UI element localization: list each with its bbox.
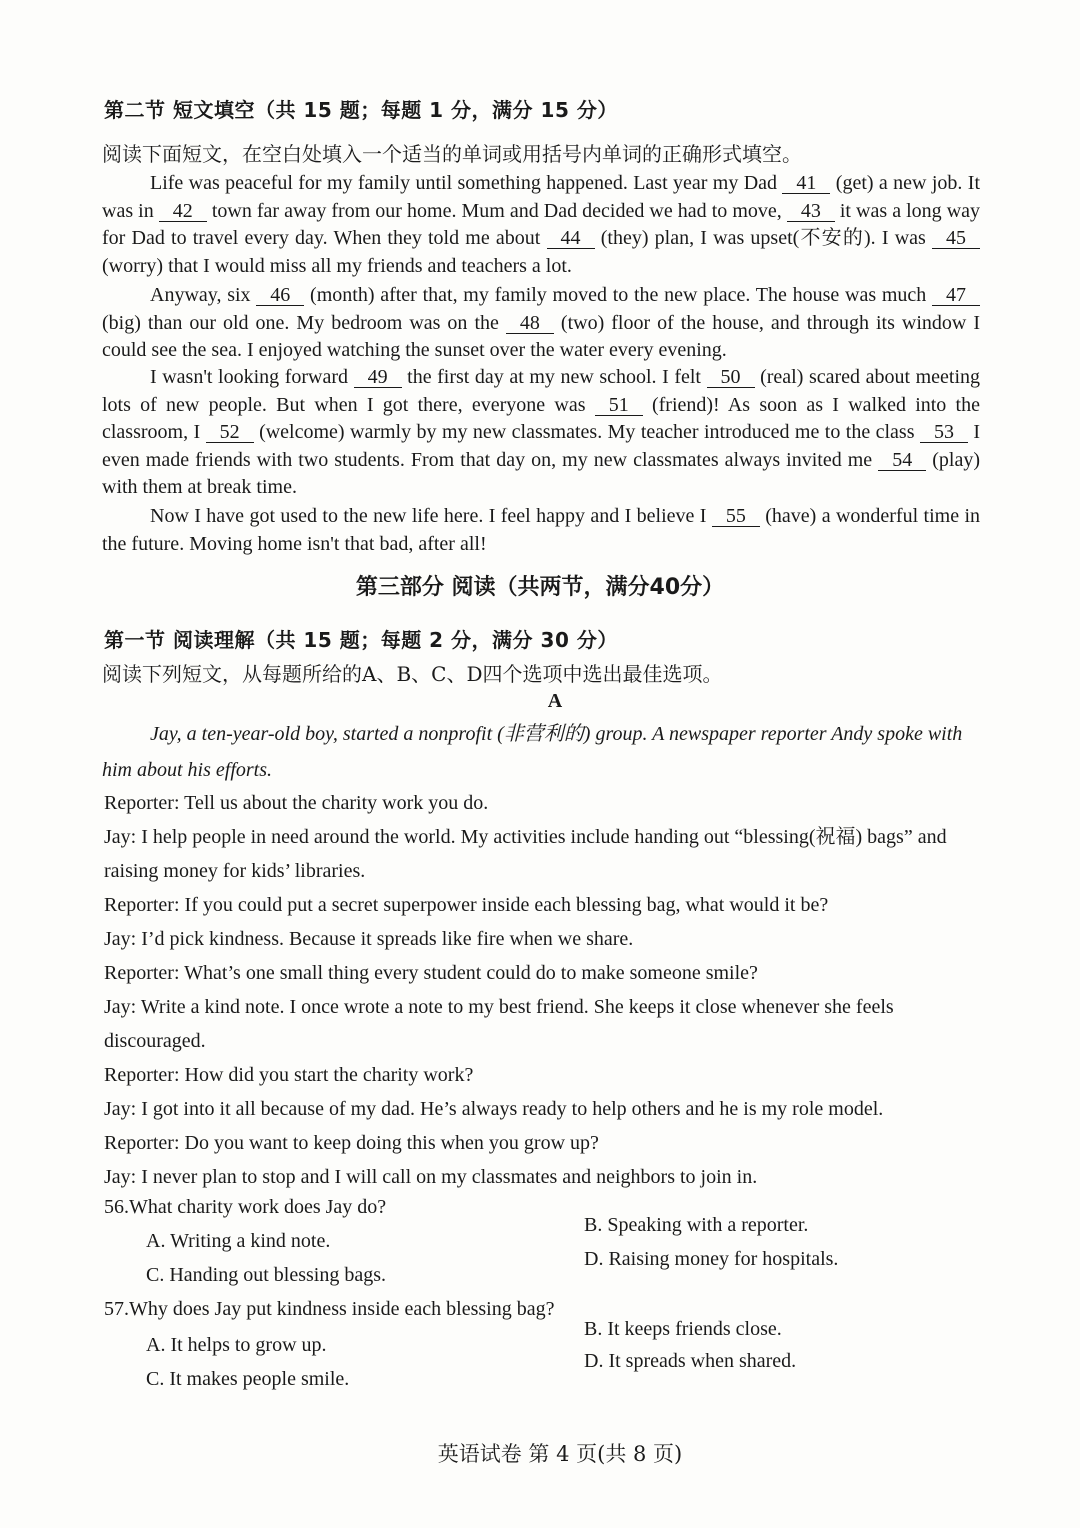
passage-text: Now I have got used to the new life here. I feel happy and I believe I [150, 505, 707, 527]
question-57-option-b[interactable]: B. It keeps friends close. [584, 1318, 782, 1340]
page-footer: 英语试卷 第 4 页(共 8 页) [437, 1442, 683, 1466]
passage-paragraph-1 [102, 170, 980, 280]
blank-47[interactable]: 47 [932, 285, 980, 306]
blank-48[interactable]: 48 [506, 313, 554, 334]
section2-heading: 第二节 短文填空（共 15 题；每题 1 分，满分 15 分） [104, 98, 618, 122]
blank-45[interactable]: 45 [932, 228, 980, 249]
question-56-option-c[interactable]: C. Handing out blessing bags. [146, 1264, 386, 1286]
passage-text: (friend)! As soon as I walked into the classroom, I [102, 393, 980, 444]
question-56-option-a[interactable]: A. Writing a kind note. [146, 1230, 331, 1252]
passage-text: town far away from our home. Mum and Dad decided we had to move, [211, 199, 782, 222]
passage-paragraph-4 [102, 503, 980, 558]
passage-text: (month) after that, my family moved to the new place. The house was much [310, 284, 927, 306]
blank-51[interactable]: 51 [595, 395, 643, 416]
question-57-stem: 57.Why does Jay put kindness inside each blessing bag? [104, 1298, 555, 1320]
passage-text: Life was peaceful for my family until something happened. Last year my Dad [150, 172, 778, 194]
dialog-line: Reporter: What’s one small thing every student could do to make someone smile? [104, 962, 758, 984]
part3-title: 第三部分 阅读（共两节，满分40分） [355, 575, 725, 600]
dialog-line: Reporter: If you could put a secret superpower inside each blessing bag, what would it be? [104, 894, 829, 916]
blank-44[interactable]: 44 [547, 228, 595, 249]
passage-text: (they) plan, I was upset(不安的). I was [600, 227, 926, 250]
dialog-line: Jay: I got into it all because of my dad. He’s always ready to help others and he is my role model. [104, 1098, 884, 1120]
blank-42[interactable]: 42 [159, 201, 207, 222]
blank-55[interactable]: 55 [712, 506, 760, 527]
question-57-option-d[interactable]: D. It spreads when shared. [584, 1350, 797, 1372]
blank-46[interactable]: 46 [256, 285, 304, 306]
section2-instruction: 阅读下面短文，在空白处填入一个适当的单词或用括号内单词的正确形式填空。 [102, 142, 802, 166]
blank-53[interactable]: 53 [920, 422, 968, 443]
passage-paragraph-3 [102, 364, 980, 502]
passage-text: (big) than our old one. My bedroom was on the [102, 311, 499, 334]
part3-section1-heading: 第一节 阅读理解（共 15 题；每题 2 分，满分 30 分） [104, 628, 618, 652]
blank-52[interactable]: 52 [206, 422, 254, 443]
dialog-line: Reporter: Tell us about the charity work you do. [104, 792, 489, 814]
passage-text: (welcome) warmly by my new classmates. My teacher introduced me to the class [259, 421, 915, 444]
passage-paragraph-2 [102, 282, 980, 365]
passage-text: I even made friends with two students. From that day on, my new classmates always invited me [102, 421, 981, 471]
passage-text: (get) a new job. It was in [102, 172, 981, 222]
interview-dialog [104, 786, 999, 1194]
dialog-line: Jay: I’d pick kindness. Because it spreads like fire when we share. [104, 928, 634, 950]
passage-text: I wasn't looking forward [150, 366, 349, 388]
passage-text: it was a long way for Dad to travel every day. When they told me about [102, 199, 981, 250]
passage-text: (real) scared about meeting lots of new people. But when I got there, everyone was [102, 366, 981, 416]
passage-text: Anyway, six [150, 284, 251, 306]
blank-50[interactable]: 50 [707, 367, 755, 388]
passage-label-a: A [547, 690, 563, 712]
blank-49[interactable]: 49 [354, 367, 402, 388]
intro-text: Jay, a ten-year-old boy, started a nonprofit (非营利的) group. A newspaper reporter Andy spoke with him about his efforts. [102, 723, 963, 781]
passage-text: (play) with them at break time. [102, 448, 981, 499]
dialog-line: Reporter: Do you want to keep doing this when you grow up? [104, 1132, 599, 1154]
passage-text: (have) a wonderful time in the future. Moving home isn't that bad, after all! [102, 505, 981, 555]
passage-text: (two) floor of the house, and through its window I could see the sea. I enjoyed watching the sunset over the water every evening. [102, 311, 981, 362]
dialog-line: Reporter: How did you start the charity work? [104, 1064, 474, 1086]
passage-text: the first day at my new school. I felt [407, 366, 701, 388]
dialog-line: Jay: I never plan to stop and I will call on my classmates and neighbors to join in. [104, 1166, 758, 1188]
question-56-option-b[interactable]: B. Speaking with a reporter. [584, 1214, 809, 1236]
question-57-option-c[interactable]: C. It makes people smile. [146, 1368, 350, 1390]
part3-instruction: 阅读下列短文，从每题所给的A、B、C、D四个选项中选出最佳选项。 [102, 662, 723, 686]
question-56-option-d[interactable]: D. Raising money for hospitals. [584, 1248, 839, 1270]
dialog-line: Jay: I help people in need around the world. My activities include handing out “blessing(祝福) bags” and raising money for kids’ libraries. [104, 826, 947, 882]
question-56-stem: 56.What charity work does Jay do? [104, 1196, 387, 1218]
passage-a-intro [102, 716, 992, 788]
blank-41[interactable]: 41 [782, 173, 830, 194]
blank-43[interactable]: 43 [787, 201, 835, 222]
question-57-option-a[interactable]: A. It helps to grow up. [146, 1334, 327, 1356]
blank-54[interactable]: 54 [878, 450, 926, 471]
passage-text: (worry) that I would miss all my friends and teachers a lot. [102, 254, 572, 277]
dialog-line: Jay: Write a kind note. I once wrote a note to my best friend. She keeps it close whenever she feels discouraged. [104, 996, 894, 1052]
